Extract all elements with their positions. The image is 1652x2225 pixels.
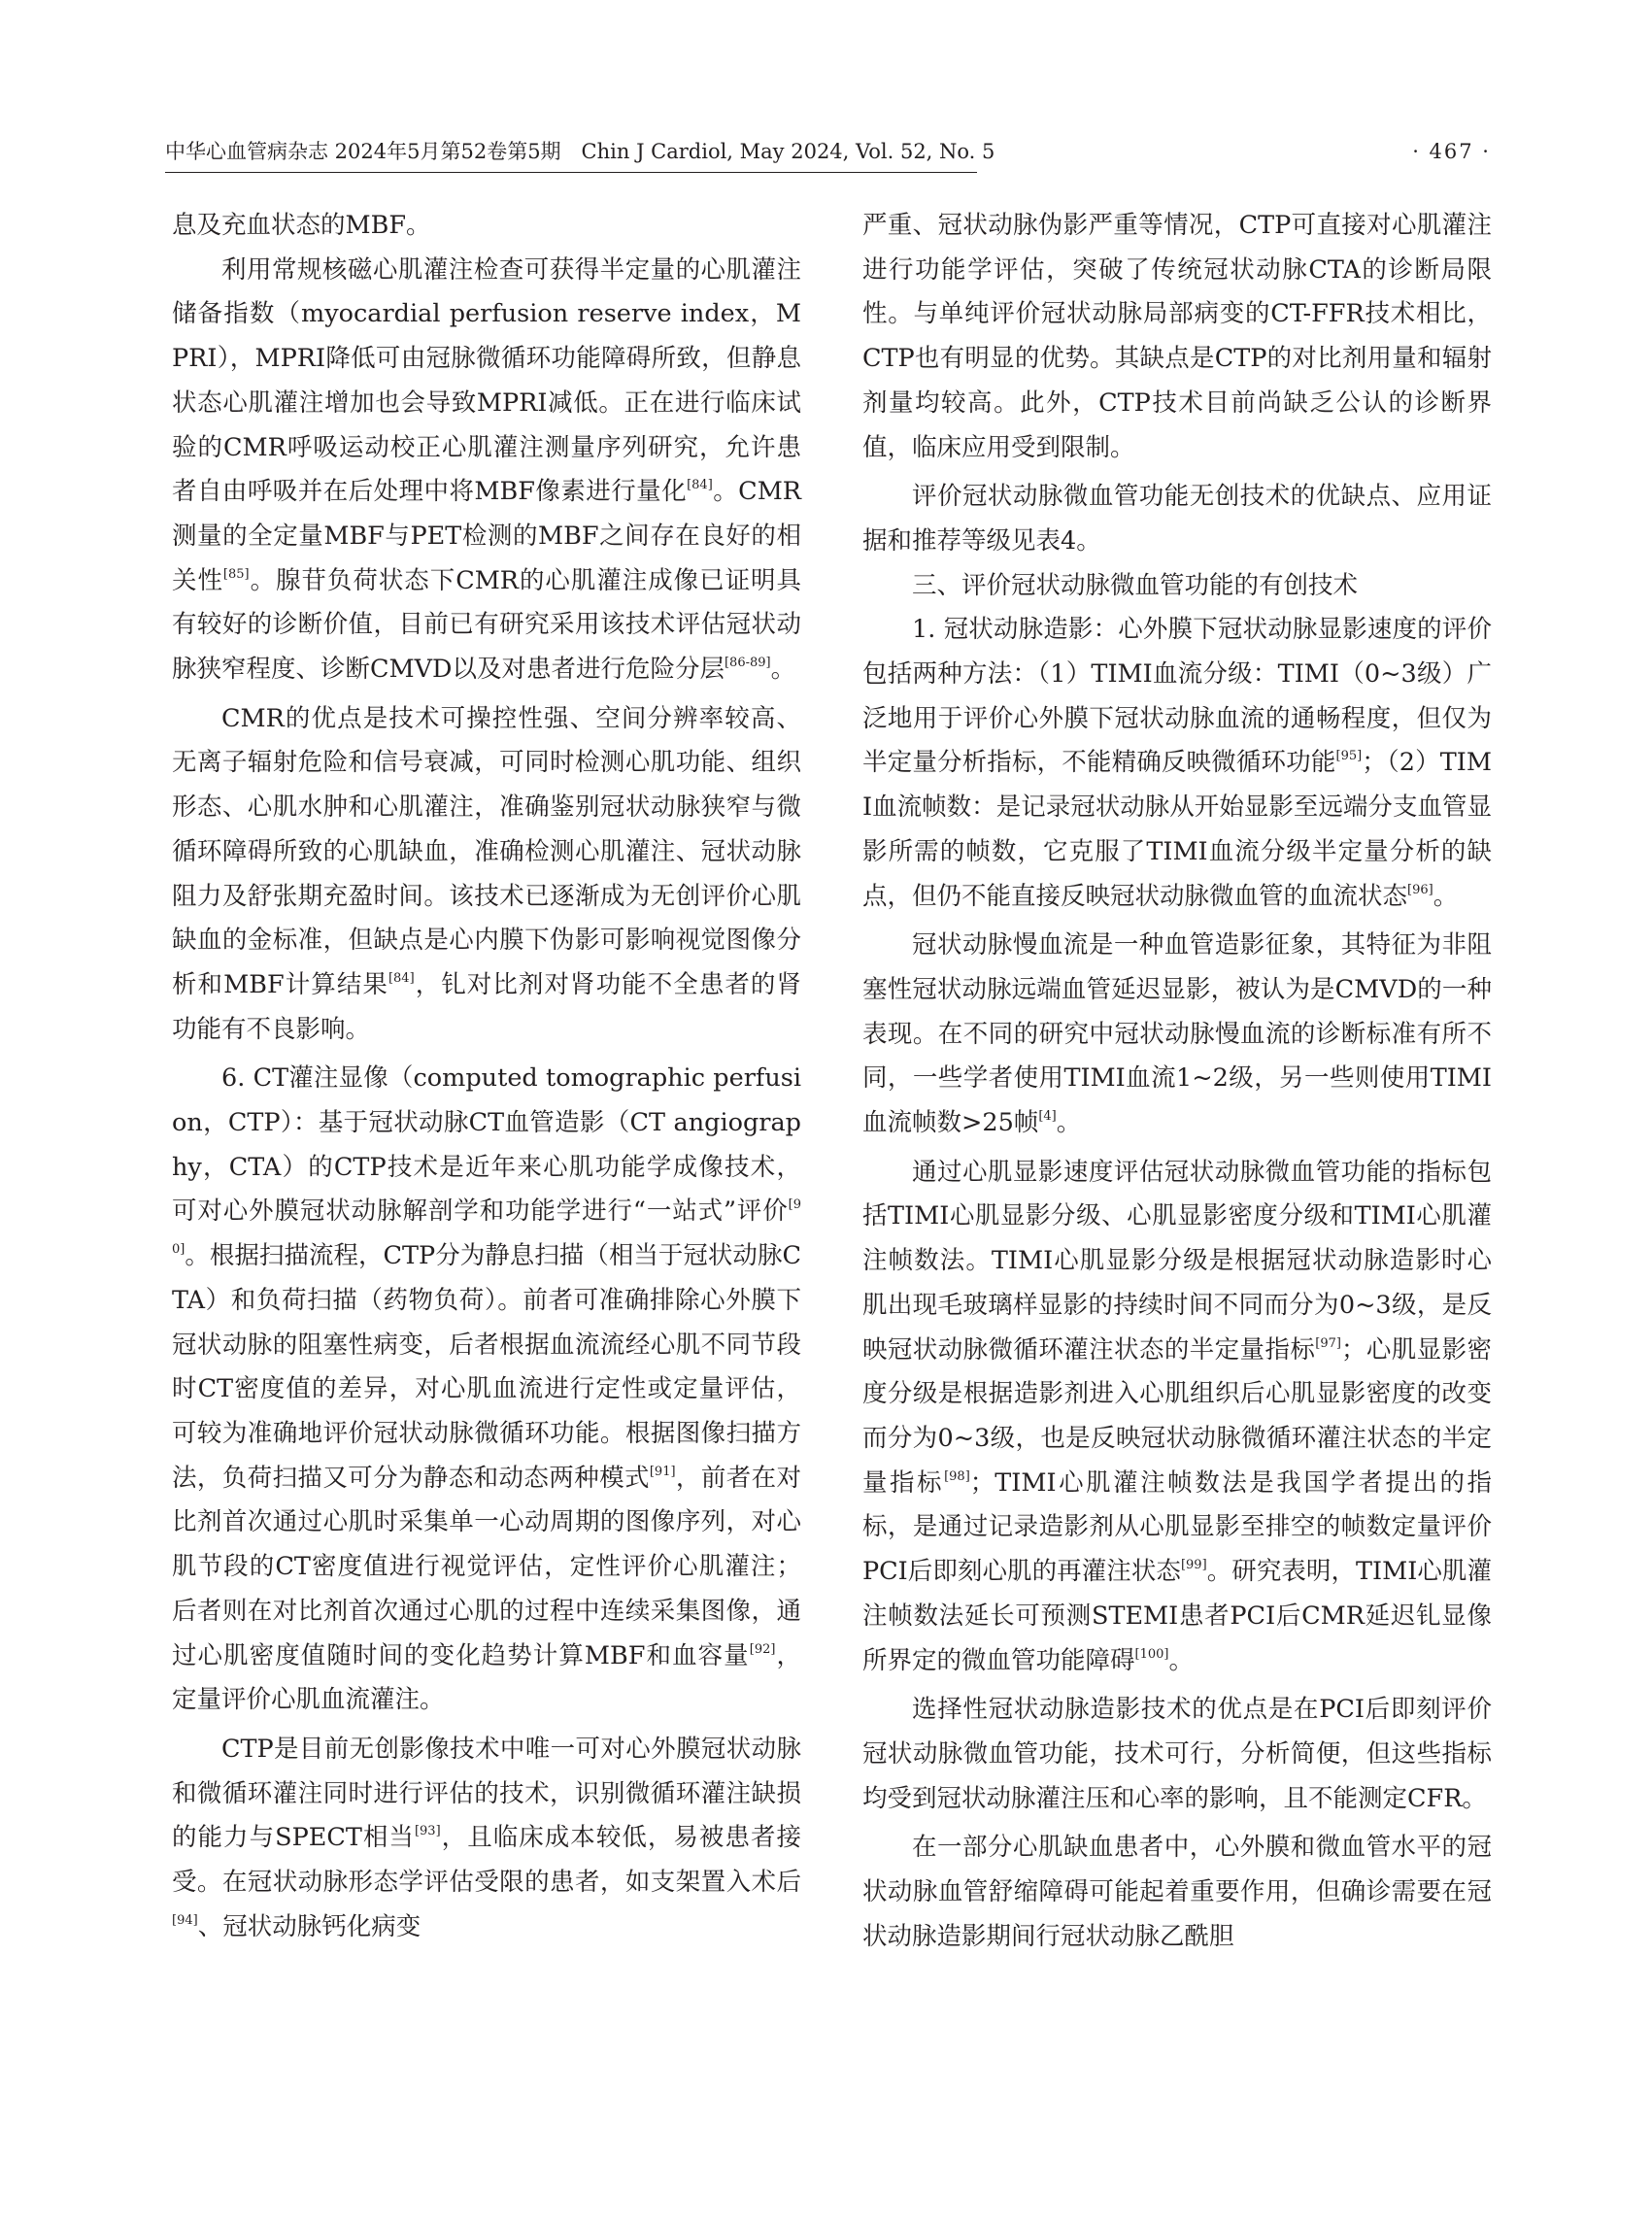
- citation-ref: [97]: [1315, 1335, 1341, 1351]
- paragraph-text: ；（2）TIMI血流帧数：是记录冠状动脉从开始显影至远端分支血管显影所需的帧数，它克服了TIMI血流分级半定量分析的缺点，但仍不能直接反映冠状动脉微血管的血流状态: [862, 748, 1492, 911]
- paragraph-text: 。CMR测量的全定量MBF与PET检测的MBF之间存在良好的相关性: [172, 477, 802, 595]
- paragraph-text: 1. 冠状动脉造影：心外膜下冠状动脉显影速度的评价包括两种方法：（1）TIMI血流分级：TIMI（0~3级）广泛地用于评价心外膜下冠状动脉血流的通畅程度，但仅为半定量分析指标，不能精确反映微循环功能: [862, 615, 1492, 778]
- citation-ref: [95]: [1335, 749, 1363, 764]
- paragraph: [172, 697, 801, 1053]
- paragraph-text: 。根据扫描流程，CTP分为静息扫描（相当于冠状动脉CTA）和负荷扫描（药物负荷）。前者可准确排除心外膜下冠状动脉的阻塞性病变，后者根据血流流经心肌不同节段时CT密度值的差异，对心肌血流进行定性或定量评估，可较为准确地评价冠状动脉微循环功能。根据图像扫描方法，负荷扫描又可分为静态和动态两种模式: [172, 1241, 801, 1493]
- paragraph-text: ，钆对比剂对肾功能不全患者的肾功能有不良影响。: [172, 969, 801, 1044]
- paragraph-text: 6. CT灌注显像（computed tomographic perfusion，CTP）：基于冠状动脉CT血管造影（CT angiography，CTA）的CTP技术是近年来心肌功能学成像技术，可对心外膜冠状动脉解剖学和功能学进行“一站式”评价: [172, 1063, 801, 1227]
- section-heading: [862, 564, 1492, 609]
- paragraph-text: 、冠状动脉钙化病变: [197, 1911, 421, 1941]
- paragraph-text: 在一部分心肌缺血患者中，心外膜和微血管水平的冠状动脉血管舒缩障碍可能起着重要作用，但确诊需要在冠状动脉造影期间行冠状动脉乙酰胆: [862, 1833, 1492, 1951]
- paragraph: [862, 1688, 1492, 1821]
- citation-ref: [84]: [687, 478, 713, 493]
- paragraph-text: 。研究表明，TIMI心肌灌注帧数法延长可预测STEMI患者PCI后CMR延迟钆显像所界定的微血管功能障碍: [862, 1557, 1492, 1675]
- paragraph-text: 严重、冠状动脉伪影严重等情况，CTP可直接对心肌灌注进行功能学评估，突破了传统冠状动脉CTA的诊断局限性。与单纯评价冠状动脉局部病变的CT-FFR技术相比，CTP也有明显的优势。其缺点是CTP的对比剂用量和辐射剂量均较高。此外，CTP技术目前尚缺乏公认的诊断界值，临床应用受到限制。: [862, 211, 1492, 462]
- paragraph-text: 选择性冠状动脉造影技术的优点是在PCI后即刻评价冠状动脉微血管功能，技术可行，分析简便，但这些指标均受到冠状动脉灌注压和心率的影响，且不能测定CFR。: [862, 1695, 1492, 1813]
- journal-citation: 中华心血管病杂志 2024年5月第52卷第5期 Chin J Cardiol, May 2024, Vol. 52, No. 5: [165, 140, 995, 163]
- paragraph: [862, 924, 1492, 1146]
- paragraph-text: ；TIMI心肌灌注帧数法是我国学者提出的指标，是通过记录造影剂从心肌显影至排空的帧数定量评价PCI后即刻心肌的再灌注状态: [862, 1467, 1492, 1587]
- paragraph-text: 冠状动脉慢血流是一种血管造影征象，其特征为非阻塞性冠状动脉远端血管延迟显影，被认为是CMVD的一种表现。在不同的研究中冠状动脉慢血流的诊断标准有所不同，一些学者使用TIMI血流1~2级，另一些则使用TIMI血流帧数>25帧: [862, 930, 1492, 1138]
- paragraph-text: 。: [770, 655, 796, 685]
- paragraph: [862, 1151, 1492, 1683]
- section-paragraph: [172, 1057, 801, 1723]
- paragraph-text: 通过心肌显影速度评估冠状动脉微血管功能的指标包括TIMI心肌显影分级、心肌显影密度分级和TIMI心肌灌注帧数法。TIMI心肌显影分级是根据冠状动脉造影时心肌出现毛玻璃样显影的持续时间不同而分为0~3级，是反映冠状动脉微循环灌注状态的半定量指标: [862, 1157, 1492, 1365]
- citation-ref: [91]: [649, 1464, 676, 1479]
- citation-ref: [85]: [222, 566, 250, 582]
- citation-ref: [93]: [414, 1824, 441, 1839]
- paragraph: [172, 204, 801, 249]
- paragraph-text: CTP是目前无创影像技术中唯一可对心外膜冠状动脉和微循环灌注同时进行评估的技术，识别微循环灌注缺损的能力与SPECT相当: [172, 1734, 801, 1853]
- paragraph-text: ；心肌显影密度分级是根据造影剂进入心肌组织后心肌显影密度的改变而分为0~3级，也是反映冠状动脉微循环灌注状态的半定量指标: [862, 1334, 1492, 1498]
- paragraph-text: 评价冠状动脉微血管功能无创技术的优缺点、应用证据和推荐等级见表4。: [862, 482, 1492, 556]
- paragraph-text: ，定量评价心肌血流灌注。: [172, 1640, 801, 1715]
- page-number: · 467 ·: [1412, 140, 1491, 163]
- citation-ref: [92]: [749, 1641, 776, 1657]
- paragraph-text: 息及充血状态的MBF。: [172, 211, 431, 240]
- paragraph-text: 。: [1056, 1108, 1082, 1138]
- paragraph: [862, 1826, 1492, 1959]
- paragraph-text: ，且临床成本较低，易被患者接受。在冠状动脉形态学评估受限的患者，如支架置入术后: [172, 1823, 801, 1898]
- citation-ref: [84]: [388, 970, 415, 986]
- left-column: [172, 204, 801, 1949]
- citation-ref: [99]: [1180, 1558, 1207, 1573]
- paragraph: [172, 1728, 801, 1950]
- citation-ref: [4]: [1038, 1109, 1057, 1125]
- header-rule: [165, 172, 977, 173]
- citation-ref: [86-89]: [724, 656, 771, 671]
- citation-ref: [100]: [1134, 1646, 1169, 1662]
- paragraph: [172, 249, 801, 692]
- paragraph-text: 。: [1168, 1645, 1194, 1675]
- heading-text: 三、评价冠状动脉微血管功能的有创技术: [912, 570, 1359, 600]
- paragraph-text: CMR的优点是技术可操控性强、空间分辨率较高、无离子辐射危险和信号衰减，可同时检测心肌功能、组织形态、心肌水肿和心肌灌注，准确鉴别冠状动脉狭窄与微循环障碍所致的心肌缺血，准确检测心肌灌注、冠状动脉阻力及舒张期充盈时间。该技术已逐渐成为无创评价心肌缺血的金标准，但缺点是心内膜下伪影可影响视觉图像分析和MBF计算结果: [172, 703, 801, 999]
- citation-ref: [98]: [944, 1468, 970, 1484]
- right-column: [862, 204, 1492, 1959]
- citation-ref: [90]: [172, 1197, 801, 1258]
- citation-ref: [96]: [1407, 882, 1433, 897]
- citation-ref: [94]: [172, 1912, 198, 1928]
- paragraph-text: 。腺苷负荷状态下CMR的心肌灌注成像已证明具有较好的诊断价值，目前已有研究采用该技术评估冠状动脉狭窄程度、诊断CMVD以及对患者进行危险分层: [172, 565, 801, 685]
- section-paragraph: [862, 608, 1492, 919]
- running-header: [165, 132, 1491, 171]
- paragraph: [862, 204, 1492, 470]
- paragraph-text: 利用常规核磁心肌灌注检查可获得半定量的心肌灌注储备指数（myocardial perfusion reserve index，MPRI），MPRI降低可由冠脉微循环功能障碍所致，但静息状态心肌灌注增加也会导致MPRI减低。正在进行临床试验的CMR呼吸运动校正心肌灌注测量序列研究，允许患者自由呼吸并在后处理中将MBF像素进行量化: [172, 254, 801, 507]
- paragraph-text: 。: [1433, 881, 1459, 911]
- paragraph-text: ，前者在对比剂首次通过心肌时采集单一心动周期的图像序列，对心肌节段的CT密度值进行视觉评估，定性评价心肌灌注；后者则在对比剂首次通过心肌的过程中连续采集图像，通过心肌密度值随时间的变化趋势计算MBF和血容量: [172, 1463, 801, 1670]
- paragraph: [862, 475, 1492, 563]
